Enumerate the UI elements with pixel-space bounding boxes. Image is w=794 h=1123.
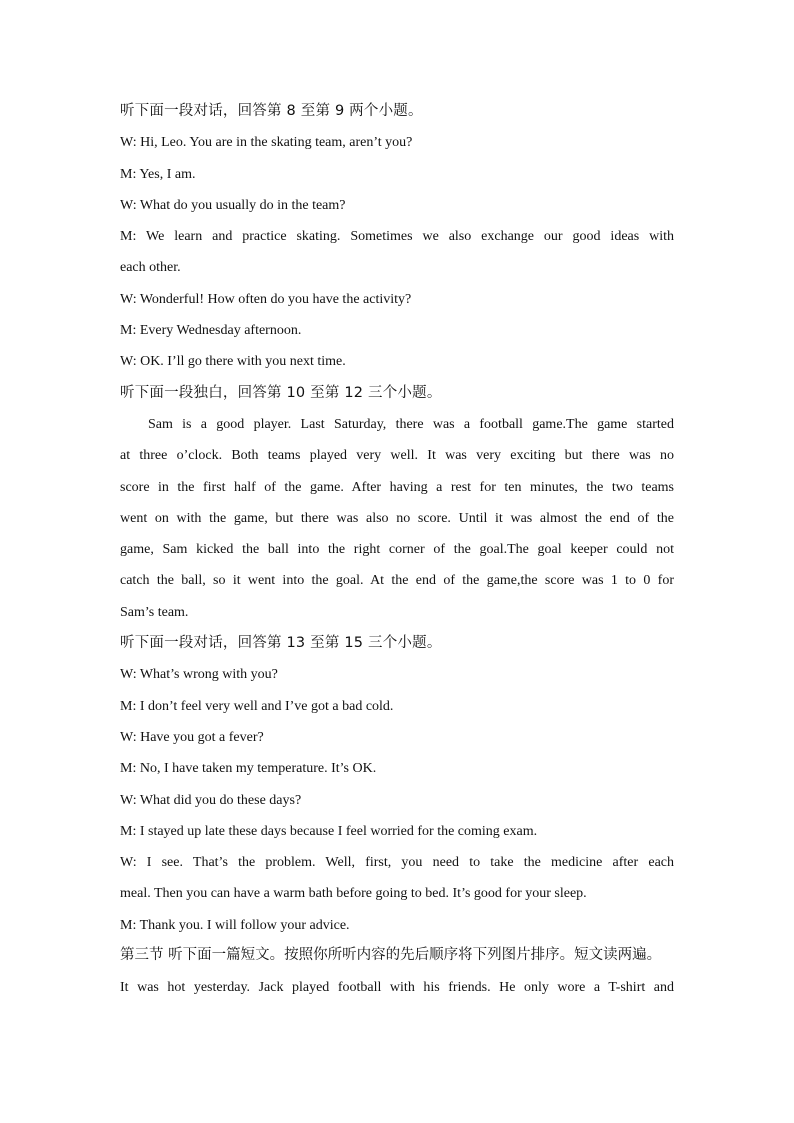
dialogue-line: W: Have you got a fever? xyxy=(120,729,264,745)
dialogue-line: M: I don’t feel very well and I’ve got a bad cold. xyxy=(120,698,394,714)
paragraph-line: Sam is a good player. Last Saturday, there was a football game.The game started xyxy=(148,416,674,432)
dialogue-line: M: Every Wednesday afternoon. xyxy=(120,323,302,339)
dialogue-line: meal. Then you can have a warm bath before going to bed. It’s good for your sleep. xyxy=(120,886,587,902)
passage-first-line: It was hot yesterday. Jack played football with his friends. He only wore a T-shirt and xyxy=(120,980,674,996)
dialogue-line: each other. xyxy=(120,260,181,276)
dialogue-line: M: I stayed up late these days because I feel worried for the coming exam. xyxy=(120,823,538,839)
section-heading-8-9: 听下面一段对话，回答第 8 至第 9 两个小题。 xyxy=(120,103,423,119)
paragraph-line: game, Sam kicked the ball into the right corner of the goal.The goal keeper could not xyxy=(120,542,674,558)
paragraph-line: Sam’s team. xyxy=(120,604,189,620)
monologue-paragraph xyxy=(120,409,674,628)
section-heading-3: 第三节 听下面一篇短文。按照你所听内容的先后顺序将下列图片排序。短文读两遍。 xyxy=(120,947,662,964)
dialogue-line: M: Yes, I am. xyxy=(120,166,196,182)
paragraph-line: at three o’clock. Both teams played very well. It was very exciting but there was no xyxy=(120,448,674,464)
paragraph-line: catch the ball, so it went into the goal. At the end of the game,the score was 1 to 0 for xyxy=(120,573,674,589)
dialogue-line: W: What’s wrong with you? xyxy=(120,667,278,683)
dialogue-line: M: We learn and practice skating. Sometimes we also exchange our good ideas with xyxy=(120,229,674,245)
document-content xyxy=(120,96,674,1003)
dialogue-line: W: OK. I’ll go there with you next time. xyxy=(120,354,346,370)
dialogue-line: M: No, I have taken my temperature. It’s OK. xyxy=(120,761,377,777)
dialogue-line: W: Wonderful! How often do you have the activity? xyxy=(120,291,412,307)
dialogue-line: W: What did you do these days? xyxy=(120,792,302,808)
dialogue-line: W: Hi, Leo. You are in the skating team, aren’t you? xyxy=(120,135,413,151)
paragraph-line: score in the first half of the game. After having a rest for ten minutes, the two teams xyxy=(120,479,674,495)
dialogue-line: M: Thank you. I will follow your advice. xyxy=(120,917,350,933)
section-heading-13-15: 听下面一段对话，回答第 13 至第 15 三个小题。 xyxy=(120,635,442,652)
dialogue-line: W: What do you usually do in the team? xyxy=(120,197,346,213)
section-heading-10-12: 听下面一段独白，回答第 10 至第 12 三个小题。 xyxy=(120,384,442,401)
dialogue-line: W: I see. That’s the problem. Well, first, you need to take the medicine after each xyxy=(120,855,674,871)
paragraph-line: went on with the game, but there was also no score. Until it was almost the end of the xyxy=(120,510,674,526)
